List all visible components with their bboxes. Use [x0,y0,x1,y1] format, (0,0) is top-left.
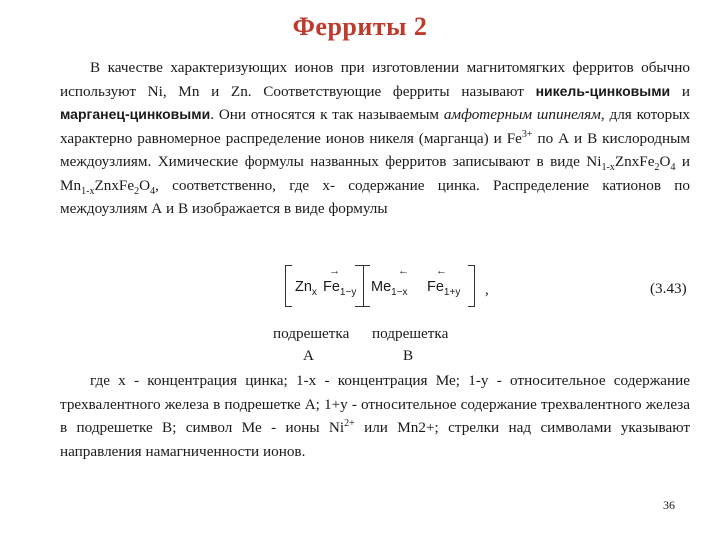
sublattice-letter-a: А [303,347,314,364]
arrow-right-icon: → [329,265,340,277]
term-nickel-zinc: никель-цинковыми [535,82,671,99]
intro-paragraph: В качестве характеризующих ионов при изготовлении магнитомягких ферритов обычно используют Ni, Mn и Zn. Соответствующие ферриты называют никель-цинковыми и марганец-цинковыми. Они относятся к так называемым амфотерным шпинелям, для которых характерно равномерное распределение ионов никеля (марганца) и $Fe^{3+}$ по А и В кислородным междоузлиям. Химические формулы названных ферритов записывают в виде $Ni_{1-x}ZnxFe_2O_4$ и $Mn_{1-x}ZnxFe_2O_4$, соответственно, где x- содержание цинка. Распределение катионов по междоузлиям А и В изображается в виде формулы [60,59,691,217]
term-manganese-zinc: марганец-цинковыми [60,106,211,122]
middle-bracket-open [363,265,370,307]
cation-distribution-formula [285,265,475,307]
arrow-left-icon: ← [436,265,447,277]
sublattice-label-b: подрешетка [372,325,449,342]
equation-number: (3.43) [650,280,687,297]
sublattice-label-a: подрешетка [273,325,350,342]
right-bracket [468,265,475,307]
arrow-left-icon: ← [398,265,409,277]
sublattice-letter-b: В [403,347,414,364]
left-bracket [285,265,292,307]
term-amphoteric-spinels: амфотерным шпинелям [443,106,601,123]
formula-fe-a: $Fe_{1-y}$ [323,279,357,298]
formula-me: $Me_{1-x}$ [371,279,408,298]
formula-zn: $Zn_x$ [295,279,317,298]
formula-comma: , [485,282,489,298]
slide-title: Ферриты 2 [292,12,428,41]
formula-fe-b: $Fe_{1+y}$ [427,279,461,298]
page-number: 36 [663,498,675,512]
explanation-paragraph: где х - концентрация цинка; 1-х - концентрация Ме; 1-у - относительное содержание трехвалентного железа в подрешетке А; 1+у - относительное содержание трехвалентного железа в подрешетке В; символ Ме - ионы $Ni^{2+}$ или Mn2+; стрелки над символами указывают направления намагниченности ионов. [60,372,690,460]
